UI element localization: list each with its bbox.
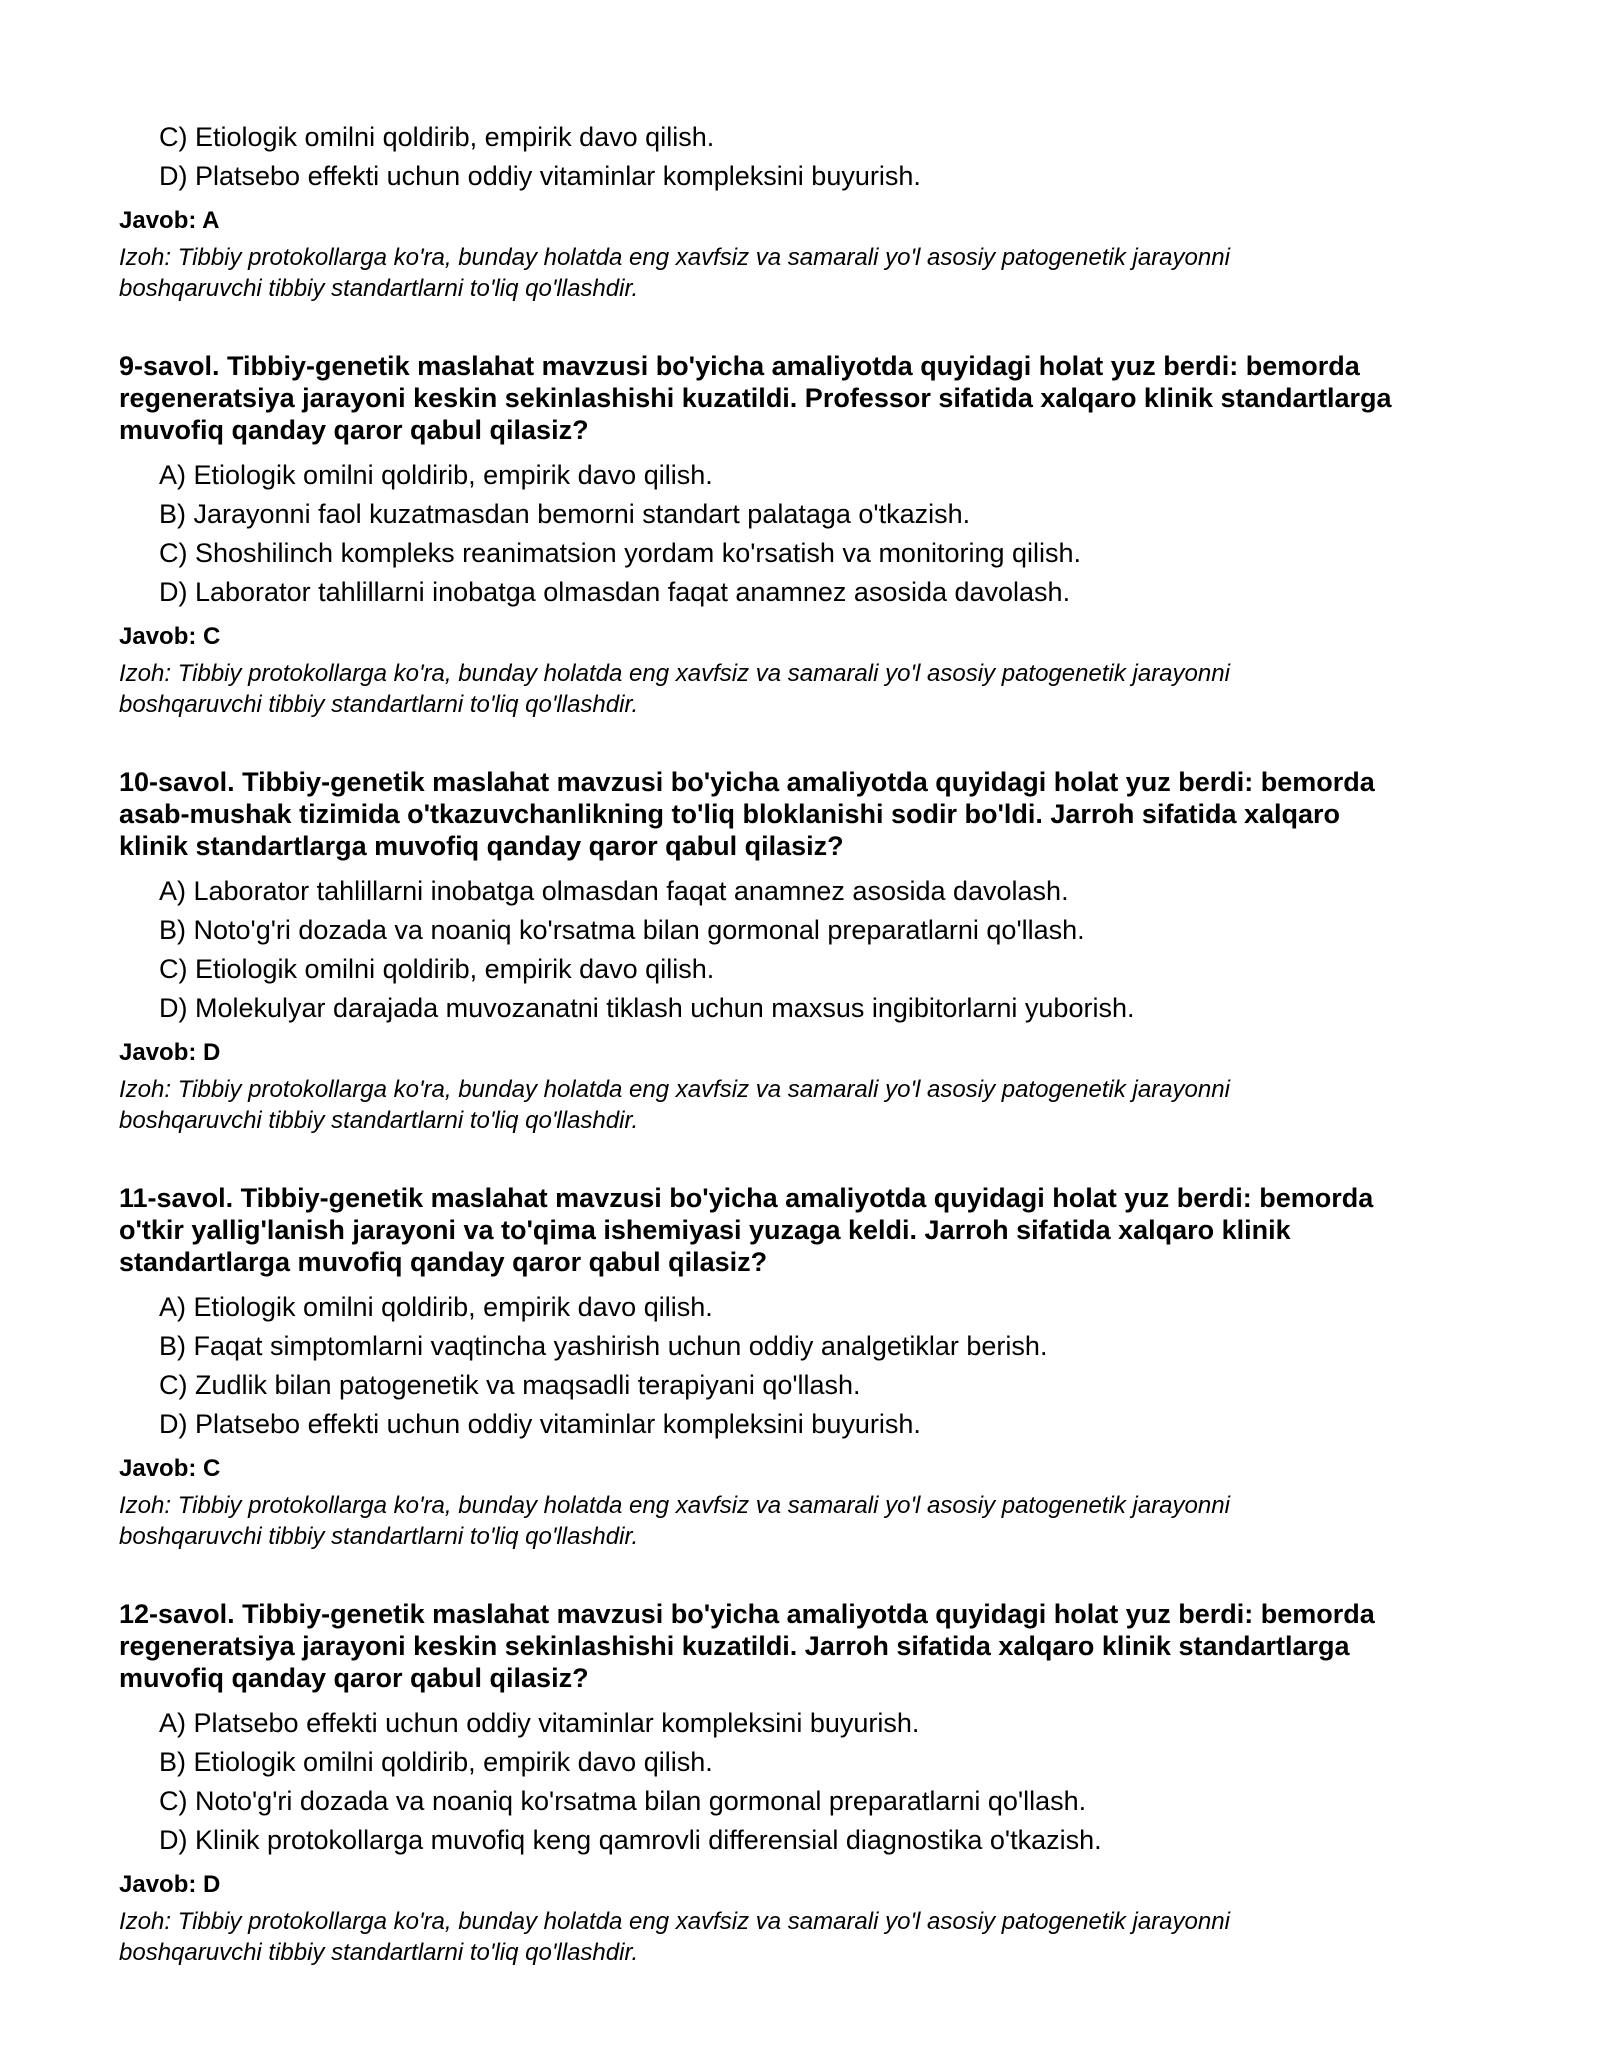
option-d: D) Laborator tahlillarni inobatga olmasdan faqat anamnez asosida davolash. [159,577,1071,607]
explanation-line: Izoh: Tibbiy protokollarga ko'ra, bunday holatda eng xavfsiz va samarali yo'l asosiy patogenetik jarayonni [119,660,1230,687]
explanation-line: boshqaruvchi tibbiy standartlarni to'liq qo'llashdir. [119,1107,639,1134]
question-title-line: 10-savol. Tibbiy-genetik maslahat mavzusi bo'yicha amaliyotda quyidagi holat yuz berdi: bemorda [119,767,1375,797]
question-title-line: o'tkir yallig'lanish jarayoni va to'qima ishemiyasi yuzaga keldi. Jarroh sifatida xalqaro klinik [119,1215,1291,1245]
option-c: C) Etiologik omilni qoldirib, empirik davo qilish. [159,122,715,152]
answer-label: Javob: D [119,1871,221,1898]
explanation-line: Izoh: Tibbiy protokollarga ko'ra, bunday holatda eng xavfsiz va samarali yo'l asosiy patogenetik jarayonni [119,244,1230,271]
option-c: C) Etiologik omilni qoldirib, empirik davo qilish. [159,954,715,984]
option-a: A) Platsebo effekti uchun oddiy vitaminlar kompleksini buyurish. [159,1708,920,1738]
question-8-continuation [119,118,1499,304]
question-title-line: regeneratsiya jarayoni keskin sekinlashishi kuzatildi. Professor sifatida xalqaro klinik standartlarga [119,383,1392,413]
explanation-line: Izoh: Tibbiy protokollarga ko'ra, bunday holatda eng xavfsiz va samarali yo'l asosiy patogenetik jarayonni [119,1908,1230,1935]
option-b: B) Faqat simptomlarni vaqtincha yashirish uchun oddiy analgetiklar berish. [159,1331,1048,1361]
option-c: C) Zudlik bilan patogenetik va maqsadli terapiyani qo'llash. [159,1370,861,1400]
question-9 [119,350,1499,720]
option-list [119,456,1499,612]
explanation-line: boshqaruvchi tibbiy standartlarni to'liq qo'llashdir. [119,691,639,718]
option-list [119,872,1499,1028]
question-title [119,1182,1499,1278]
question-title-line: standartlarga muvofiq qanday qaror qabul qilasiz? [119,1247,768,1277]
question-title [119,350,1499,446]
question-title-line: klinik standartlarga muvofiq qanday qaror qabul qilasiz? [119,831,844,861]
explanation-line: Izoh: Tibbiy protokollarga ko'ra, bunday holatda eng xavfsiz va samarali yo'l asosiy patogenetik jarayonni [119,1076,1230,1103]
question-title-line: 9-savol. Tibbiy-genetik maslahat mavzusi bo'yicha amaliyotda quyidagi holat yuz berdi: bemorda [119,351,1360,381]
question-title-line: muvofiq qanday qaror qabul qilasiz? [119,415,589,445]
answer-label: Javob: C [119,1455,221,1482]
question-title [119,1598,1499,1694]
option-list [119,118,1499,196]
option-d: D) Klinik protokollarga muvofiq keng qamrovli differensial diagnostika o'tkazish. [159,1825,1102,1855]
option-b: B) Jarayonni faol kuzatmasdan bemorni standart palataga o'tkazish. [159,499,971,529]
question-10 [119,766,1499,1136]
option-c: C) Shoshilinch kompleks reanimatsion yordam ko'rsatish va monitoring qilish. [159,538,1082,568]
question-12 [119,1598,1499,1968]
option-b: B) Etiologik omilni qoldirib, empirik davo qilish. [159,1747,713,1777]
explanation [119,1074,1499,1136]
question-title [119,766,1499,862]
option-a: A) Etiologik omilni qoldirib, empirik davo qilish. [159,1292,713,1322]
option-list [119,1288,1499,1444]
option-c: C) Noto'g'ri dozada va noaniq ko'rsatma bilan gormonal preparatlarni qo'llash. [159,1786,1087,1816]
explanation [119,658,1499,720]
explanation-line: Izoh: Tibbiy protokollarga ko'ra, bunday holatda eng xavfsiz va samarali yo'l asosiy patogenetik jarayonni [119,1492,1230,1519]
question-title-line: 11-savol. Tibbiy-genetik maslahat mavzusi bo'yicha amaliyotda quyidagi holat yuz berdi: bemorda [119,1183,1374,1213]
answer-label: Javob: C [119,623,221,650]
question-title-line: muvofiq qanday qaror qabul qilasiz? [119,1663,589,1693]
answer-label: Javob: A [119,207,220,234]
question-11 [119,1182,1499,1552]
explanation [119,242,1499,304]
question-title-line: asab-mushak tizimida o'tkazuvchanlikning to'liq bloklanishi sodir bo'ldi. Jarroh sifatida xalqaro [119,799,1340,829]
explanation [119,1490,1499,1552]
question-title-line: regeneratsiya jarayoni keskin sekinlashishi kuzatildi. Jarroh sifatida xalqaro klinik standartlarga [119,1631,1350,1661]
explanation-line: boshqaruvchi tibbiy standartlarni to'liq qo'llashdir. [119,1939,639,1966]
option-d: D) Molekulyar darajada muvozanatni tiklash uchun maxsus ingibitorlarni yuborish. [159,993,1135,1023]
explanation-line: boshqaruvchi tibbiy standartlarni to'liq qo'llashdir. [119,275,639,302]
option-a: A) Laborator tahlillarni inobatga olmasdan faqat anamnez asosida davolash. [159,876,1069,906]
explanation-line: boshqaruvchi tibbiy standartlarni to'liq qo'llashdir. [119,1523,639,1550]
option-list [119,1704,1499,1860]
option-d: D) Platsebo effekti uchun oddiy vitaminlar kompleksini buyurish. [159,1409,921,1439]
question-title-line: 12-savol. Tibbiy-genetik maslahat mavzusi bo'yicha amaliyotda quyidagi holat yuz berdi: bemorda [119,1599,1375,1629]
option-d: D) Platsebo effekti uchun oddiy vitaminlar kompleksini buyurish. [159,161,921,191]
option-b: B) Noto'g'ri dozada va noaniq ko'rsatma bilan gormonal preparatlarni qo'llash. [159,915,1085,945]
document-page [119,118,1499,1968]
explanation [119,1906,1499,1968]
answer-label: Javob: D [119,1039,221,1066]
option-a: A) Etiologik omilni qoldirib, empirik davo qilish. [159,460,713,490]
